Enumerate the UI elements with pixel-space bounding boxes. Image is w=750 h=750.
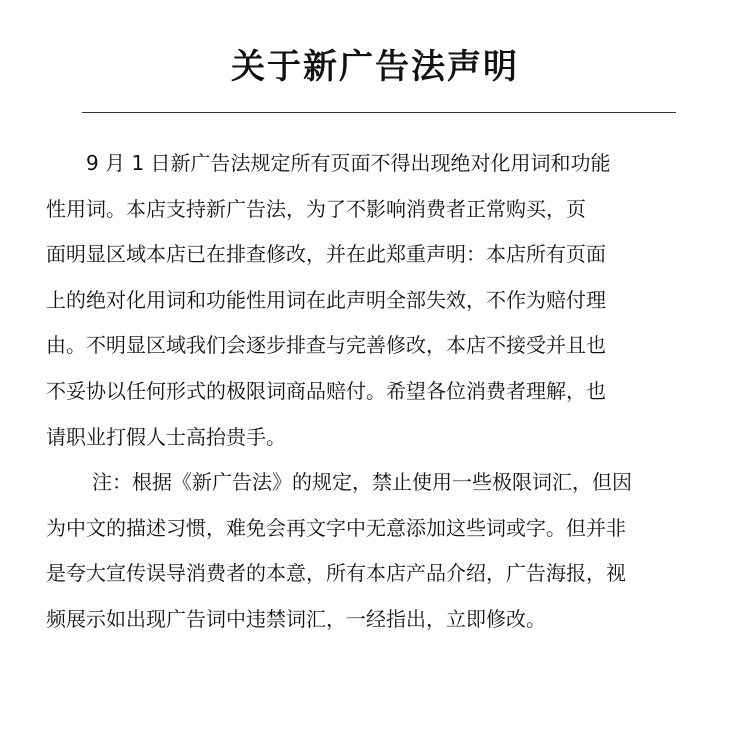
paragraph-line: 由。不明显区域我们会逐步排查与完善修改，本店不接受并且也 [46,333,606,358]
paragraph-line: 为中文的描述习惯，难免会再文字中无意添加这些词或字。但并非 [46,515,626,540]
paragraph-line: 不妥协以任何形式的极限词商品赔付。希望各位消费者理解，也 [46,378,606,403]
paragraph-line: 请职业打假人士高抬贵手。 [46,424,286,449]
page-title: 关于新广告法声明 [231,47,519,87]
paragraph-line: 频展示如出现广告词中违禁词汇，一经指出，立即修改。 [46,606,546,631]
paragraph-line: 上的绝对化用词和功能性用词在此声明全部失效，不作为赔付理 [46,287,606,312]
title-divider [82,112,676,113]
paragraph-line: 是夸大宣传误导消费者的本意，所有本店产品介绍，广告海报，视 [46,561,626,586]
statement-body [46,141,696,643]
paragraph-line: 面明显区域本店已在排查修改，并在此郑重声明：本店所有页面 [46,242,606,267]
paragraph-2 [46,460,696,642]
paragraph-1 [46,141,696,460]
paragraph-line: 9 月 1 日新广告法规定所有页面不得出现绝对化用词和功能 [86,151,611,175]
paragraph-line: 性用词。本店支持新广告法，为了不影响消费者正常购买，页 [46,196,586,221]
paragraph-line: 注：根据《新广告法》的规定，禁止使用一些极限词汇，但因 [92,470,632,495]
